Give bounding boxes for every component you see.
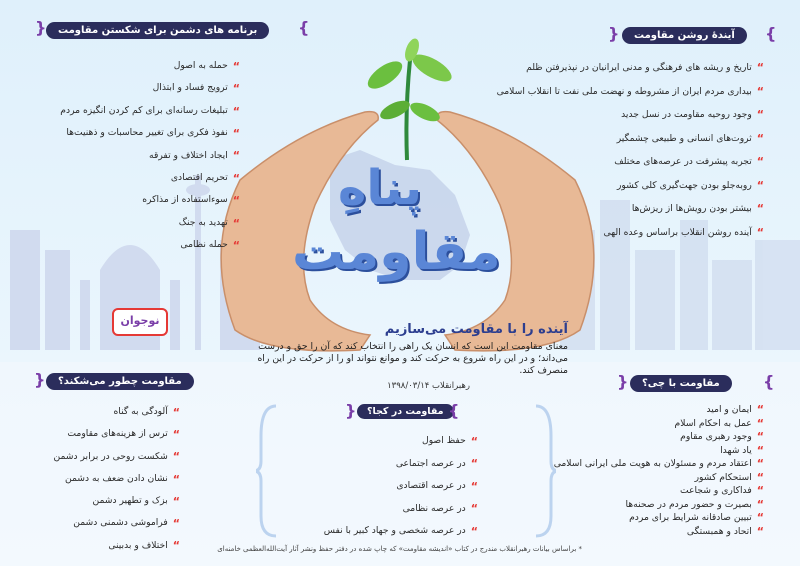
list-item xyxy=(324,430,478,453)
list-item xyxy=(53,490,180,512)
list-item xyxy=(554,511,764,525)
list-item-label: تهدید به جنگ xyxy=(178,216,228,228)
quote-bullet-icon: “ xyxy=(756,497,764,511)
list-item-label: تاریخ و ریشه های فرهنگی و مدنی ایرانیان در نپذیرفتن ظلم xyxy=(526,62,752,73)
quote-bullet-icon: “ xyxy=(756,484,764,498)
list-item-label: ترویج فساد و ابتذال xyxy=(152,82,228,94)
quote-bullet-icon: “ xyxy=(756,202,764,216)
quote-bullet-icon: “ xyxy=(756,403,764,417)
list-item-label: بزک و تطهیر دشمن xyxy=(92,495,168,507)
quote-bullet-icon: “ xyxy=(172,450,180,464)
list-item xyxy=(60,100,240,122)
list-item xyxy=(60,234,240,256)
list-item-label: روبه‌جلو بودن جهت‌گیری کلی کشور xyxy=(616,179,752,191)
list-item-label: حمله به اصول xyxy=(173,60,228,71)
quote-bullet-icon: “ xyxy=(172,427,180,441)
quote-bullet-icon: “ xyxy=(172,494,180,508)
list-item xyxy=(53,468,180,490)
list-item xyxy=(497,56,764,80)
list-item-label: اتحاد و همبستگی xyxy=(686,525,752,537)
list-item xyxy=(554,417,764,431)
where-list xyxy=(324,430,478,543)
quote-bullet-icon: “ xyxy=(470,524,478,538)
quote-bullet-icon: “ xyxy=(756,225,764,239)
brace-icon: { xyxy=(608,24,620,43)
bright-future-list xyxy=(497,56,764,244)
quote-bullet-icon: “ xyxy=(756,443,764,457)
list-item xyxy=(53,423,180,445)
list-item xyxy=(497,221,764,245)
list-item-label: ترس از هزینه‌های مقاومت xyxy=(67,428,168,440)
brand-logo: نوجوان xyxy=(112,308,168,336)
with-what-title: مقاومت با چی؟ xyxy=(630,375,732,392)
quote-bullet-icon: “ xyxy=(232,216,240,230)
quote-bullet-icon: “ xyxy=(232,82,240,96)
list-item xyxy=(554,430,764,444)
list-item xyxy=(554,525,764,539)
list-item-label: در عرصه اقتصادی xyxy=(396,480,466,491)
quote-bullet-icon: “ xyxy=(470,479,478,493)
list-item-label: بیشتر بودن رویش‌ها از ریزش‌ها xyxy=(631,203,752,214)
list-item xyxy=(324,520,478,543)
list-item xyxy=(497,197,764,221)
quote-bullet-icon: “ xyxy=(756,178,764,192)
brace-icon: } xyxy=(763,372,775,391)
list-item-label: حفظ اصول xyxy=(422,435,466,446)
list-item-label: بصیرت و حضور مردم در صحنه‌ها xyxy=(625,498,752,510)
list-item xyxy=(324,498,478,521)
quote-bullet-icon: “ xyxy=(756,457,764,471)
list-item-label: اختلاف و بدبینی xyxy=(108,539,168,551)
list-item-label: آینده روشن انقلاب براساس وعده الهی xyxy=(603,226,752,238)
quote-bullet-icon: “ xyxy=(756,61,764,75)
quote-bullet-icon: “ xyxy=(470,457,478,471)
enemy-programs-title: برنامه های دشمن برای شکستن مقاومت xyxy=(46,22,269,39)
list-item-label: تبیین صادقانه شرایط برای مردم xyxy=(629,512,752,523)
list-item-label: در عرصه اجتماعی xyxy=(395,457,466,469)
enemy-programs-list xyxy=(60,55,240,257)
quote-bullet-icon: “ xyxy=(756,84,764,98)
quote-bullet-icon: “ xyxy=(172,405,180,419)
quote-bullet-icon: “ xyxy=(232,171,240,185)
list-item-label: حمله نظامی xyxy=(180,239,228,251)
list-item xyxy=(497,174,764,198)
bright-future-title: آیندهٔ روشن مقاومت xyxy=(622,27,747,44)
list-item xyxy=(554,403,764,417)
list-item xyxy=(53,446,180,468)
quote-bullet-icon: “ xyxy=(232,149,240,163)
quote-bullet-icon: “ xyxy=(756,131,764,145)
list-item-label: ایمان و امید xyxy=(706,404,752,415)
with-what-list xyxy=(554,403,764,538)
list-item-label: نفوذ فکری برای تغییر محاسبات و ذهنیت‌ها xyxy=(66,127,228,139)
list-item-label: وجود رهبری مقاوم xyxy=(680,431,752,442)
quote-bullet-icon: “ xyxy=(232,104,240,118)
quote-bullet-icon: “ xyxy=(756,511,764,525)
list-item-label: آلودگی به گناه xyxy=(113,406,168,417)
brace-icon: { xyxy=(34,370,46,389)
quote-bullet-icon: “ xyxy=(172,517,180,531)
list-item xyxy=(60,212,240,234)
list-item xyxy=(554,444,764,458)
list-item xyxy=(324,453,478,476)
brace-icon: { xyxy=(345,401,357,420)
list-item-label: فداکاری و شجاعت xyxy=(679,485,752,496)
list-item-label: تحریم اقتصادی xyxy=(170,172,228,184)
list-item-label: عمل به احکام اسلام xyxy=(674,417,752,429)
footnote: * براساس بیانات رهبرانقلاب مندرج در کتاب «اندیشه مقاومت» که چاپ شده در دفتر حفظ ونشر آثار آیت‌الله‌العظمی خامنه‌ای xyxy=(217,545,582,553)
main-title-line1: پناهِ xyxy=(338,160,422,216)
list-item xyxy=(60,77,240,99)
list-item xyxy=(554,471,764,485)
quote-bullet-icon: “ xyxy=(756,108,764,122)
quote-bullet-icon: “ xyxy=(232,194,240,208)
list-item-label: ایجاد اختلاف و تفرقه xyxy=(149,149,228,161)
quote-bullet-icon: “ xyxy=(172,539,180,553)
list-item-label: بیداری مردم ایران از مشروطه و نهضت ملی نفت تا انقلاب اسلامی xyxy=(496,85,752,97)
brace-icon: } xyxy=(448,401,460,420)
list-item-label: استحکام کشور xyxy=(694,471,752,483)
brace-icon: { xyxy=(35,18,47,37)
brace-icon: { xyxy=(617,372,629,391)
list-item xyxy=(324,475,478,498)
list-item xyxy=(53,512,180,534)
quote-bullet-icon: “ xyxy=(470,502,478,516)
sprout-icon xyxy=(363,37,455,160)
where-title: مقاومت در کجا؟ xyxy=(357,404,454,419)
list-item xyxy=(60,55,240,77)
quote-bullet-icon: “ xyxy=(756,524,764,538)
brace-icon: } xyxy=(298,18,310,37)
list-item-label: تبلیغات رسانه‌ای برای کم کردن انگیزه مردم xyxy=(60,104,228,116)
how-broken-list xyxy=(53,401,180,557)
quote-bullet-icon: “ xyxy=(470,434,478,448)
quote-bullet-icon: “ xyxy=(756,430,764,444)
list-item xyxy=(60,145,240,167)
list-item xyxy=(497,127,764,151)
quote-bullet-icon: “ xyxy=(172,472,180,486)
main-title-line2: مقاومت xyxy=(292,222,501,282)
list-item xyxy=(497,150,764,174)
quote-bullet-icon: “ xyxy=(232,126,240,140)
list-item-label: در عرصه نظامی xyxy=(402,502,466,514)
quote-bullet-icon: “ xyxy=(232,59,240,73)
list-item xyxy=(60,189,240,211)
list-item-label: یاد شهدا xyxy=(720,444,752,456)
list-item-label: فراموشی دشمنی دشمن xyxy=(73,517,168,529)
quote-bullet-icon: “ xyxy=(232,238,240,252)
list-item-label: اعتقاد مردم و مسئولان به هویت ملی ایرانی اسلامی xyxy=(553,458,752,469)
quote-text: معنای مقاومت این است که انسان یک راهی را انتخاب کند که آن را حق و درست می‌داند؛ و در این راه شروع به حرکت کند و موانع نتواند او را از حرکت در این راه منصرف کند. xyxy=(257,341,568,376)
list-item xyxy=(53,535,180,557)
list-item-label: ثروت‌های انسانی و طبیعی چشمگیر xyxy=(616,132,752,144)
list-item-label: شکست روحی در برابر دشمن xyxy=(53,450,168,462)
how-broken-title: مقاومت چطور می‌شکند؟ xyxy=(46,373,194,390)
quote-bullet-icon: “ xyxy=(756,416,764,430)
list-item xyxy=(554,457,764,471)
list-item xyxy=(60,122,240,144)
quote-bullet-icon: “ xyxy=(756,470,764,484)
list-item xyxy=(60,167,240,189)
list-item xyxy=(53,401,180,423)
list-item xyxy=(554,498,764,512)
brace-icon: } xyxy=(765,24,777,43)
list-item xyxy=(497,80,764,104)
subtitle: آینده را با مقاومت می‌سازیم xyxy=(384,322,568,337)
quote-bullet-icon: “ xyxy=(756,155,764,169)
list-item xyxy=(497,103,764,127)
list-item xyxy=(554,484,764,498)
list-item-label: نشان دادن ضعف به دشمن xyxy=(64,472,168,484)
list-item-label: تجربه پیشرفت در عرصه‌های مختلف xyxy=(614,156,752,167)
list-item-label: سوءاستفاده از مذاکره xyxy=(142,194,228,206)
quote-source: رهبرانقلاب ۱۳۹۸/۰۳/۱۴ xyxy=(387,381,470,391)
list-item-label: وجود روحیه مقاومت در نسل جدید xyxy=(621,109,752,120)
list-item-label: در عرصه شخصی و جهاد کبیر با نفس xyxy=(323,525,466,536)
